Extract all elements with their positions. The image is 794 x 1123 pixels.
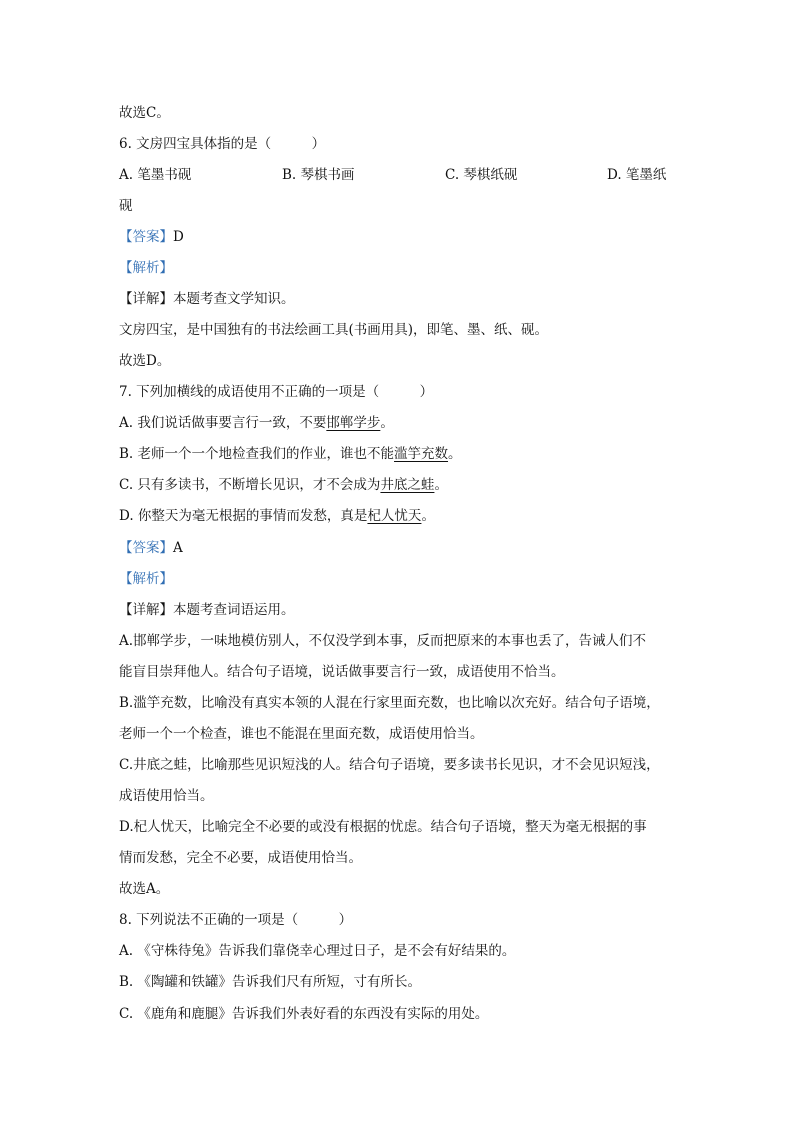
question-7-option-c: [119, 475, 675, 495]
analysis-tag: 【解析】: [119, 571, 173, 587]
option-text: B. 老师一个一个地检查我们的作业，谁也不能: [119, 446, 395, 462]
text-line: 文房四宝，是中国独有的书法绘画工具(书画用具)，即笔、墨、纸、砚。: [119, 322, 549, 338]
underlined-idiom: 邯郸学步: [326, 415, 381, 431]
underlined-idiom: 滥竽充数: [394, 446, 449, 462]
text-line: 成语使用恰当。: [119, 788, 214, 804]
underlined-idiom: 井底之蛙: [380, 477, 435, 493]
answer-line: [119, 538, 675, 558]
text-line: B.滥竽充数，比喻没有真实本领的人混在行家里面充数，也比喻以次充好。结合句子语境，: [119, 695, 660, 711]
question-7: 7. 下列加横线的成语使用不正确的一项是（ ）: [119, 384, 434, 400]
option-text: D. 你整天为毫无根据的事情而发愁，真是: [119, 508, 368, 524]
option-text: 。: [380, 415, 394, 431]
question-6-options: [119, 165, 675, 185]
option-a: A. 笔墨书砚: [119, 167, 192, 183]
text-line: 砚: [119, 198, 133, 214]
answer-value: D: [173, 229, 184, 245]
question-7-option-b: [119, 444, 675, 464]
question-8-option-a: A. 《守株待兔》告诉我们靠侥幸心理过日子，是不会有好结果的。: [119, 943, 516, 959]
text-line: C.井底之蛙，比喻那些见识短浅的人。结合句子语境，要多读书长见识，才不会见识短浅，: [119, 757, 660, 773]
option-text: C. 只有多读书，不断增长见识，才不会成为: [119, 477, 381, 493]
answer-line: [119, 227, 675, 247]
text-line: 故选D。: [119, 353, 171, 369]
option-text: 。: [421, 508, 435, 524]
option-b: B. 琴棋书画: [282, 167, 355, 183]
text-line: A.邯郸学步，一味地模仿别人，不仅没学到本事，反而把原来的本事也丢了，告诫人们不: [119, 633, 647, 649]
underlined-idiom: 杞人忧天: [367, 508, 422, 524]
option-text: 。: [434, 477, 448, 493]
text-line: 【详解】本题考查词语运用。: [119, 602, 295, 618]
text-line: 故选A。: [119, 881, 170, 897]
option-d: D. 笔墨纸: [607, 167, 667, 183]
text-line: 【详解】本题考查文学知识。: [119, 291, 295, 307]
analysis-tag: 【解析】: [119, 260, 173, 276]
question-8-option-c: C. 《鹿角和鹿腿》告诉我们外表好看的东西没有实际的用处。: [119, 1006, 489, 1022]
text-line: 能盲目崇拜他人。结合句子语境，说话做事要言行一致，成语使用不恰当。: [119, 664, 565, 680]
option-c: C. 琴棋纸砚: [445, 167, 518, 183]
answer-tag: 【答案】: [119, 229, 173, 245]
answer-value: A: [173, 540, 183, 556]
option-text: 。: [448, 446, 462, 462]
text-line: 老师一个一个检查，谁也不能混在里面充数，成语使用恰当。: [119, 726, 484, 742]
question-7-option-a: [119, 413, 675, 433]
text-line: 故选C。: [119, 105, 170, 121]
option-text: A. 我们说话做事要言行一致，不要: [119, 415, 327, 431]
question-6: 6. 文房四宝具体指的是（ ）: [119, 136, 326, 152]
answer-tag: 【答案】: [119, 540, 173, 556]
question-7-option-d: [119, 506, 675, 526]
text-line: D.杞人忧天，比喻完全不必要的或没有根据的忧虑。结合句子语境，整天为毫无根据的事: [119, 819, 647, 835]
question-8-option-b: B. 《陶罐和铁罐》告诉我们尺有所短，寸有所长。: [119, 974, 422, 990]
question-8: 8. 下列说法不正确的一项是（ ）: [119, 912, 353, 928]
text-line: 情而发愁，完全不必要，成语使用恰当。: [119, 850, 362, 866]
